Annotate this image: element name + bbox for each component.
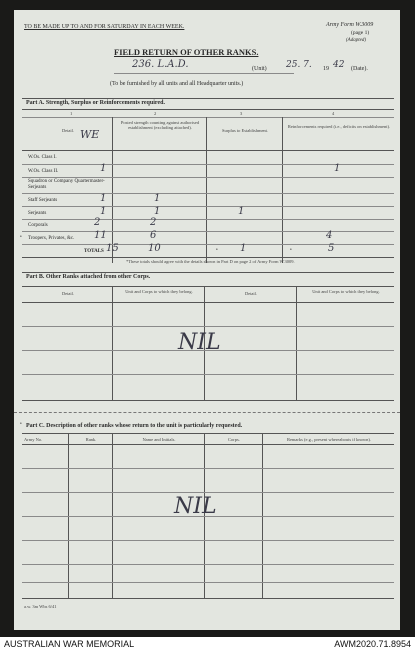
date-handwritten: 25. 7. (286, 60, 312, 70)
detail-handwritten: WE (80, 128, 100, 141)
year-prefix: 19 (323, 66, 329, 72)
part-a-col-rule-1 (112, 117, 113, 263)
col-header-surplus: Surplus to Establishment. (221, 128, 269, 133)
total-value: 10 (148, 243, 161, 254)
part-c-bottom-rule (22, 598, 394, 599)
row-label: Staff Serjeants (28, 198, 58, 203)
col-number-3: 3 (240, 111, 243, 116)
total-value: 5 (328, 243, 335, 254)
cell-value: 1 (238, 206, 245, 217)
header-bottom-rule (22, 150, 394, 151)
part-c-header-corps: Corps. (228, 437, 240, 442)
totals-label: TOTALS (84, 249, 104, 254)
totals-footnote: *These totals should agree with the details shown in Part D on page 2 of Army Form W.3009. (126, 259, 295, 264)
adapted-label: (Adapted) (346, 38, 366, 43)
col-number-2: 2 (154, 111, 157, 116)
unit-underline (114, 73, 294, 74)
part-c-row-rule (22, 564, 394, 565)
part-b-header-unit: Unit and Corps to which they belong. (125, 289, 193, 294)
cell-value: 2 (94, 217, 101, 228)
date-label: (Date). (351, 66, 368, 72)
part-b-bottom-rule (22, 400, 394, 401)
page-label: (page 1) (351, 30, 370, 36)
top-instruction: TO BE MADE UP TO AND FOR SATURDAY IN EACH WEEK. (24, 24, 185, 30)
row-label: Corporals (28, 223, 48, 228)
part-b-row-rule (22, 326, 394, 327)
col-number-4: 4 (332, 111, 335, 116)
cell-value: 2 (150, 217, 157, 228)
part-a-col-rule-2 (206, 117, 207, 263)
part-c-header-rank: Rank. (85, 437, 97, 442)
row-rule (22, 206, 394, 207)
part-c-nil-handwritten: NIL (174, 494, 217, 519)
form-title: FIELD RETURN OF OTHER RANKS. (114, 47, 259, 57)
unit-handwritten: 236. L.A.D. (132, 59, 189, 70)
row-label: Squadron or Company Quartermaster-Serjeants (28, 179, 105, 190)
col-number-1: 1 (70, 111, 73, 116)
row-label: Troopers, Privates, &c. (28, 236, 75, 241)
part-a-top-rule (22, 98, 394, 99)
part-b-header-unit: Unit and Corps to which they belong. (312, 289, 380, 294)
row-label: Serjeants (28, 211, 47, 216)
row-rule (22, 231, 394, 232)
part-c-header-rule (22, 444, 394, 445)
army-form-sheet (14, 10, 400, 630)
furnished-note: (To be furnished by all units and all Headquarter units.) (110, 81, 244, 87)
row-rule (22, 177, 394, 178)
part-a-heading: Part A. Strength, Surplus or Reinforcements required. (26, 100, 165, 106)
col-header-detail: Detail. (61, 128, 75, 133)
cell-value: 11 (94, 230, 107, 241)
total-dot: • (290, 248, 292, 253)
cell-value: 1 (154, 193, 161, 204)
row-rule (22, 193, 394, 194)
part-b-heading-rule (22, 286, 394, 287)
part-c-row-rule (22, 492, 394, 493)
cell-value: 1 (100, 206, 107, 217)
part-c-row-rule (22, 540, 394, 541)
cell-value: 1 (100, 163, 107, 174)
part-c-header-army-no: Army No. (24, 437, 43, 442)
part-b-col-rule (112, 286, 113, 400)
row-bullet: • (20, 235, 22, 240)
cell-value: 1 (154, 206, 161, 217)
cell-value: 4 (326, 230, 333, 241)
year-handwritten: 42 (333, 60, 345, 70)
unit-label: (Unit) (252, 66, 267, 72)
cell-value: 1 (100, 193, 107, 204)
part-c-heading: Part C. Description of other ranks whose return to the unit is particularly requested. (26, 423, 243, 429)
part-b-col-rule (296, 286, 297, 400)
print-code: a.w. 3m Wbs 6/41 (24, 604, 57, 609)
part-b-nil-handwritten: NIL (178, 330, 221, 355)
total-value: 1 (240, 243, 247, 254)
form-name: Army Form W.3009 (326, 22, 374, 28)
footer-credit: AUSTRALIAN WAR MEMORIAL (4, 639, 135, 649)
part-c-row-rule (22, 468, 394, 469)
part-a-heading-rule (22, 109, 394, 110)
part-c-bullet: • (20, 422, 22, 427)
row-label: W.Os. Class II. (28, 169, 59, 174)
part-c-row-rule (22, 582, 394, 583)
row-rule (22, 219, 394, 220)
fold-line (14, 412, 400, 413)
part-b-header-detail: Detail. (244, 291, 258, 296)
row-label: W.Os. Class I. (28, 155, 57, 160)
part-a-col-rule-3 (282, 117, 283, 263)
part-b-header-detail: Detail. (61, 291, 75, 296)
part-b-row-rule (22, 374, 394, 375)
footer-catalogue-id: AWM2020.71.8954 (334, 639, 411, 649)
row-rule (22, 244, 394, 245)
col-header-reinforcements: Reinforcements required (i.e., deficits on establishment). (287, 124, 391, 129)
part-c-header-name: Name and Initials. (142, 437, 176, 442)
part-c-header-remarks: Remarks (e.g., present whereabouts if known). (286, 437, 372, 442)
part-b-header-rule (22, 302, 394, 303)
cell-value: 1 (334, 163, 341, 174)
cell-value: 6 (150, 230, 157, 241)
col-number-rule (22, 117, 394, 118)
col-header-posted-strength: Posted strength counting against authorised establishment (excluding attached). (120, 120, 200, 130)
total-value: 15 (106, 243, 119, 254)
part-c-heading-rule (22, 433, 394, 434)
part-b-top-rule (22, 272, 394, 273)
part-b-heading: Part B. Other Ranks attached from other Corps. (26, 274, 151, 280)
totals-rule (22, 257, 394, 258)
total-dot: • (216, 248, 218, 253)
